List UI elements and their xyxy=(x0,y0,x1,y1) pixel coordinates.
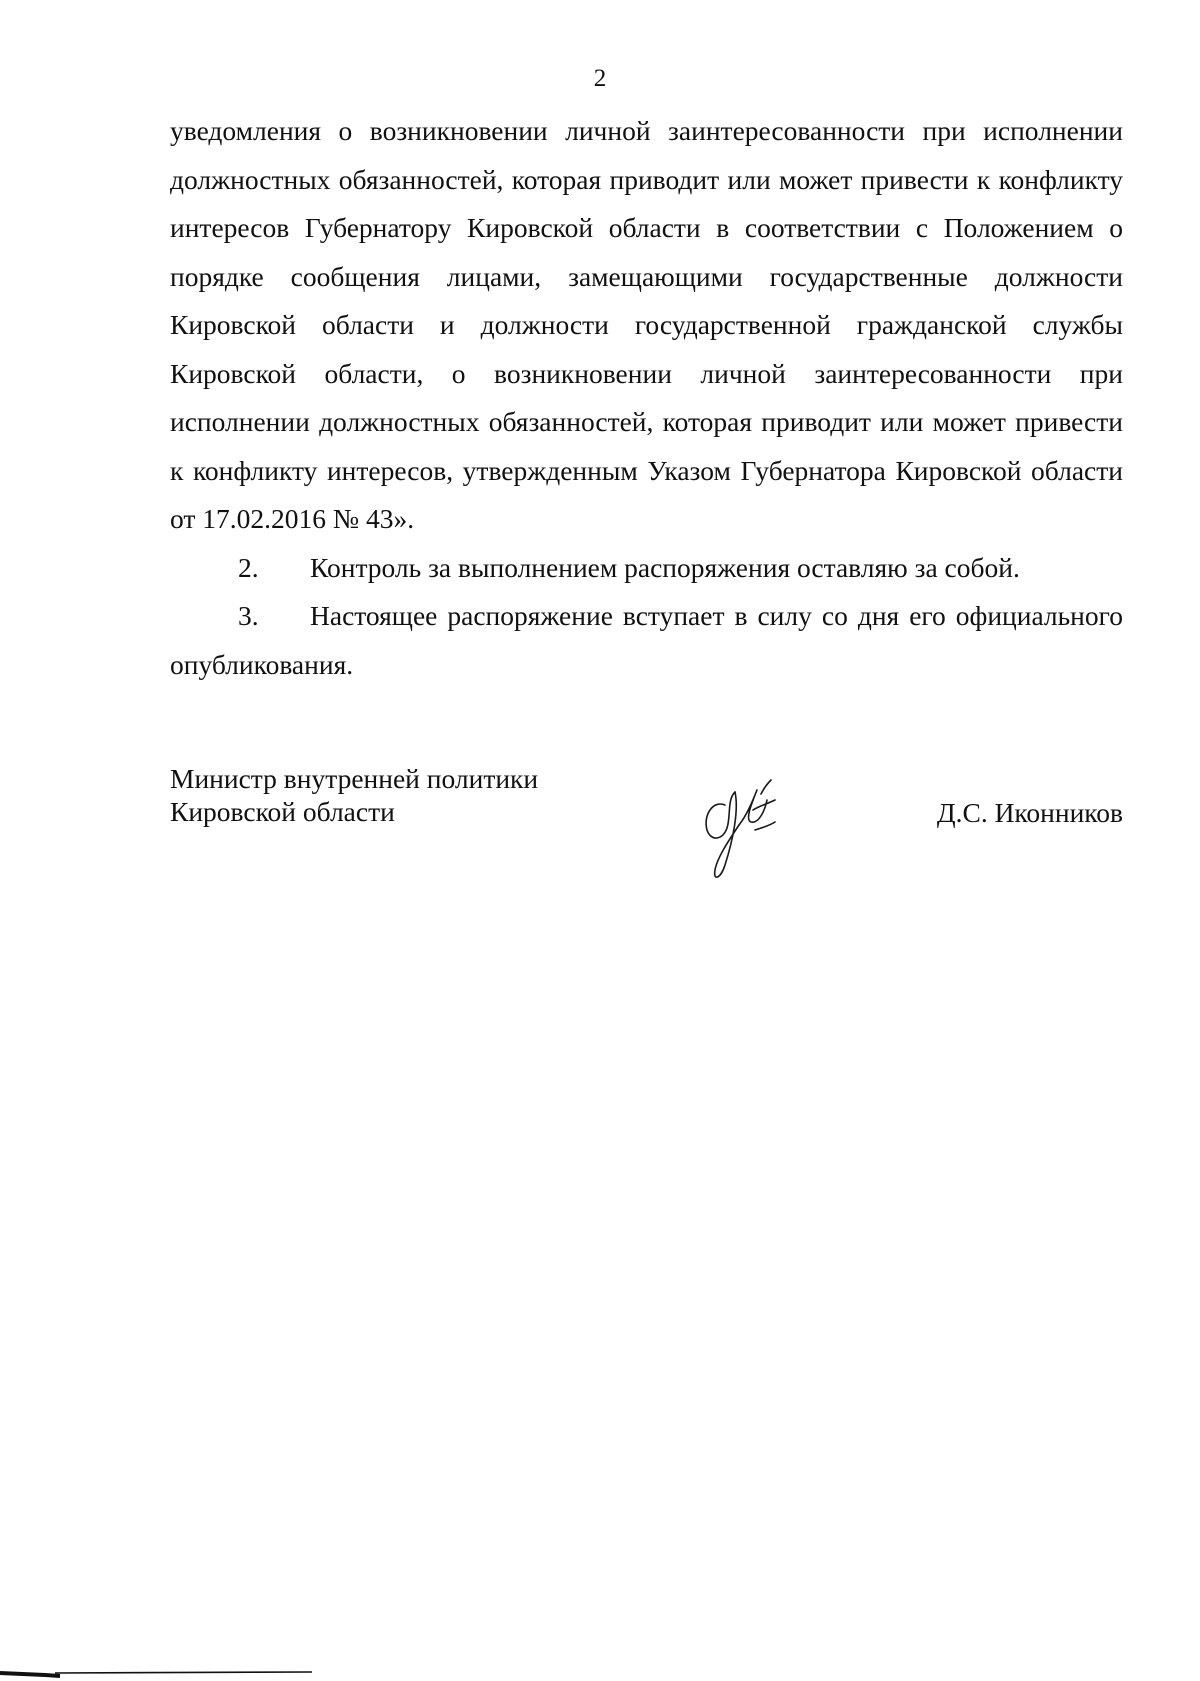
position-line-1: Министр внутренней политики xyxy=(170,763,539,794)
list-item-2 xyxy=(170,544,1123,593)
list-item-3 xyxy=(170,592,1123,689)
document-body xyxy=(170,107,1123,689)
list-item-number: 2. xyxy=(238,551,259,583)
scan-edge-line xyxy=(0,1667,320,1681)
position-line-2: Кировской области xyxy=(170,796,395,827)
handwritten-signature xyxy=(695,770,785,885)
signer-name: Д.С. Иконников xyxy=(936,797,1123,828)
list-item-text: Настоящее распоряжение вступает в силу со дня его официального опубликования. xyxy=(170,600,1123,680)
continued-paragraph: уведомления о возникновении личной заинтересованности при исполнении должностных обязанностей, которая приводит или может привести к конфликту интересов Губернатору Кировской области в соответствии с Положением о порядке сообщения лицами, замещающими государственные должности Кировской области и должности государственной гражданской службы Кировской области, о возникновении личной заинтересованности при исполнении должностных обязанностей, которая приводит или может привести к конфликту интересов, утвержденным Указом Губернатора Кировской области от 17.02.2016 № 43». xyxy=(170,115,1123,534)
list-item-text: Контроль за выполнением распоряжения оставляю за собой. xyxy=(310,551,1020,583)
list-item-number: 3. xyxy=(238,600,259,631)
page-number: 2 xyxy=(593,65,607,92)
signatory-position xyxy=(170,762,538,828)
